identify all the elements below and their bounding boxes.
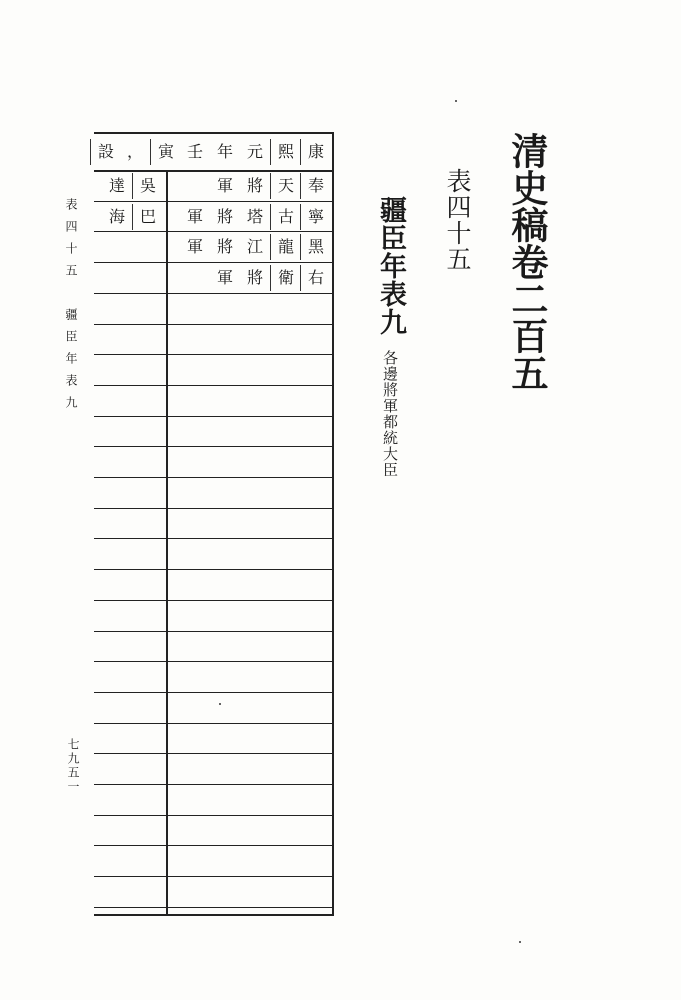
print-speck (455, 100, 457, 102)
row-rule (94, 262, 334, 263)
official-table (94, 132, 334, 916)
table-name: 疆臣年表九 (375, 196, 406, 336)
row-rule (94, 385, 334, 386)
row-rule (94, 324, 334, 325)
header-char: 熙 (270, 139, 301, 165)
row-rule (94, 477, 334, 478)
table-top-rule (94, 132, 334, 134)
table-subtitle: 各邊將軍都統大臣 (381, 350, 399, 478)
row-rule (94, 600, 334, 601)
print-speck (219, 703, 221, 705)
post-char: 天 (270, 173, 301, 199)
table-number: 表四十五 (443, 168, 472, 272)
row-rule (94, 815, 334, 816)
row-rule (94, 845, 334, 846)
table-right-rule (332, 132, 334, 916)
post-char: 軍 (186, 206, 203, 226)
row-rule (94, 661, 334, 662)
header-char: 元 (246, 142, 263, 161)
header-char: ， (126, 142, 143, 161)
margin-label: 表四十五 疆臣年表九 (64, 198, 78, 418)
row-rule (94, 753, 334, 754)
table-bottom-rule (94, 914, 334, 916)
row-rule (94, 354, 334, 355)
post-char: 將 (246, 268, 263, 288)
row-rule (94, 692, 334, 693)
row-rule (94, 631, 334, 632)
row-rule (94, 538, 334, 539)
book-title: 清史稿卷二百五 (505, 132, 549, 391)
post-char: 奉 (300, 173, 331, 199)
post-char: 寧 (300, 204, 331, 230)
row-rule (94, 876, 334, 877)
post-char: 古 (270, 204, 301, 230)
header-char: 康 (300, 139, 331, 165)
post-char: 軍 (186, 237, 203, 257)
post-char: 塔 (246, 206, 263, 226)
print-speck (519, 941, 521, 943)
post-char: 衛 (270, 265, 301, 291)
post-char: 軍 (216, 176, 233, 195)
row-rule (94, 569, 334, 570)
header-char: 寅 (150, 139, 181, 165)
appointee-char: 巴 (132, 204, 163, 230)
header-char: 壬 (186, 142, 203, 161)
appointee-char: 達 (108, 176, 125, 195)
post-char: 將 (216, 237, 233, 257)
row-rule (94, 907, 334, 908)
post-char: 龍 (270, 234, 301, 260)
row-rule (94, 508, 334, 509)
row-rule (94, 293, 334, 294)
post-char: 將 (246, 176, 263, 195)
row-rule (94, 446, 334, 447)
post-char: 軍 (216, 268, 233, 288)
row-rule (94, 784, 334, 785)
post-char: 黑 (300, 234, 331, 260)
page-number: 七九五一 (66, 738, 80, 794)
post-char: 將 (216, 206, 233, 226)
header-rule (94, 170, 334, 172)
row-rule (94, 416, 334, 417)
row-rule (94, 231, 334, 232)
post-char: 右 (300, 265, 331, 291)
post-char: 江 (246, 237, 263, 257)
appointee-char: 海 (108, 206, 125, 226)
column-divider (166, 170, 168, 916)
appointee-char: 吳 (132, 173, 163, 199)
row-rule (94, 201, 334, 202)
header-char: 年 (216, 142, 233, 161)
header-note: 設 (90, 139, 121, 165)
row-rule (94, 723, 334, 724)
